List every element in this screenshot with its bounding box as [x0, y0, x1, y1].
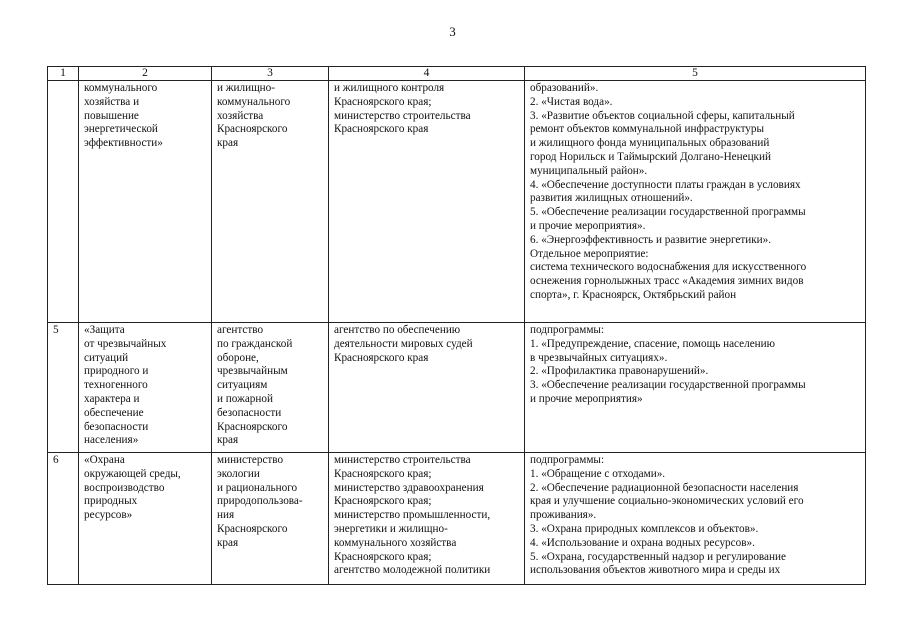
program-name-line: обеспечение: [84, 406, 144, 419]
co-executor-line: Красноярского края;: [334, 95, 432, 108]
responsible-executor-cell: [212, 81, 329, 323]
subprogram-line: развития жилищных отношений».: [530, 192, 693, 205]
subprogram-line: и жилищного фонда муниципальных образований: [530, 137, 770, 150]
column-header: 3: [212, 67, 329, 81]
co-executor-line: Красноярского края: [334, 351, 429, 364]
column-header: 2: [79, 67, 212, 81]
subprogram-line: оснежения горнолыжных трасс «Академия зимних видов: [530, 275, 804, 288]
program-name-line: техногенного: [84, 379, 148, 392]
program-name-cell: [79, 81, 212, 323]
program-name-line: энергетической: [84, 123, 158, 136]
subprogram-line: 5. «Обеспечение реализации государственной программы: [530, 206, 806, 219]
subprogram-line: и прочие мероприятия»: [530, 392, 643, 405]
program-name-line: безопасности: [84, 420, 149, 433]
table-row: [48, 81, 866, 323]
responsible-executor-line: Красноярского: [217, 123, 288, 136]
program-name-line: от чрезвычайных: [84, 337, 167, 350]
column-header: 1: [48, 67, 79, 81]
subprogram-line: Отдельное мероприятие:: [530, 247, 649, 260]
co-executor-line: агентство молодежной политики: [334, 564, 491, 577]
program-name-line: коммунального: [84, 82, 158, 94]
subprogram-line: 2. «Чистая вода».: [530, 95, 613, 108]
responsible-executor-line: хозяйства: [217, 109, 264, 122]
responsible-executor-line: края: [217, 434, 239, 447]
responsible-executor-line: и пожарной: [217, 392, 273, 405]
responsible-executor-line: чрезвычайным: [217, 365, 288, 378]
co-executors-cell: [329, 453, 525, 585]
subprogram-line: использования объектов животного мира и среды их: [530, 564, 781, 577]
responsible-executor-line: края: [217, 536, 239, 549]
subprogram-line: 1. «Обращение с отходами».: [530, 467, 666, 480]
co-executor-line: агентство по обеспечению: [334, 324, 461, 336]
co-executor-line: Красноярского края: [334, 123, 429, 136]
responsible-executor-cell: [212, 323, 329, 453]
responsible-executor-line: агентство: [217, 324, 264, 336]
subprogram-line: спорта», г. Красноярск, Октябрьский район: [530, 288, 737, 301]
responsible-executor-line: безопасности: [217, 406, 282, 419]
program-name-line: населения»: [84, 434, 139, 447]
co-executor-line: Красноярского края;: [334, 467, 432, 480]
responsible-executor-cell: [212, 453, 329, 585]
program-name-line: окружающей среды,: [84, 467, 181, 480]
subprogram-line: 4. «Обеспечение доступности платы граждан в условиях: [530, 178, 801, 191]
row-number-cell: 5: [48, 323, 79, 453]
subprogram-line: края и улучшение социально-экономических условий его: [530, 495, 804, 508]
subprogram-line: 2. «Профилактика правонарушений».: [530, 365, 709, 378]
subprogram-line: образований».: [530, 82, 599, 94]
co-executor-line: министерство строительства: [334, 109, 471, 122]
subprogram-line: система технического водоснабжения для искусственного: [530, 261, 807, 274]
program-name-line: повышение: [84, 109, 139, 122]
page-number: 3: [449, 24, 456, 39]
subprogram-line: ремонт объектов коммунальной инфраструктуры: [530, 123, 765, 136]
subprogram-line: подпрограммы:: [530, 454, 605, 466]
row-number-cell: 6: [48, 453, 79, 585]
subprogram-line: город Норильск и Таймырский Долгано-Ненецкий: [530, 150, 771, 163]
program-name-line: ситуаций: [84, 351, 129, 364]
responsible-executor-line: обороне,: [217, 351, 259, 364]
co-executor-line: и жилищного контроля: [334, 82, 445, 94]
subprogram-line: проживания».: [530, 509, 597, 522]
programs-table: [47, 66, 866, 585]
responsible-executor-line: Красноярского: [217, 420, 288, 433]
subprograms-cell: [525, 81, 866, 323]
responsible-executor-line: по гражданской: [217, 337, 293, 350]
table-row: [48, 453, 866, 585]
subprogram-line: в чрезвычайных ситуациях».: [530, 351, 668, 364]
co-executor-line: Красноярского края;: [334, 550, 432, 563]
program-name-cell: [79, 453, 212, 585]
subprograms-cell: [525, 453, 866, 585]
co-executor-line: министерство промышленности,: [334, 509, 491, 522]
responsible-executor-line: края: [217, 137, 239, 150]
column-header: 5: [525, 67, 866, 81]
table-row: [48, 323, 866, 453]
subprogram-line: 3. «Развитие объектов социальной сферы, капитальный: [530, 109, 795, 122]
program-name-line: природного и: [84, 365, 149, 378]
subprogram-line: подпрограммы:: [530, 324, 605, 336]
program-name-line: воспроизводство: [84, 481, 165, 494]
co-executors-cell: [329, 323, 525, 453]
program-name-cell: [79, 323, 212, 453]
responsible-executor-line: и жилищно-: [217, 82, 275, 94]
subprogram-line: 1. «Предупреждение, спасение, помощь населению: [530, 337, 775, 350]
responsible-executor-line: коммунального: [217, 95, 291, 108]
subprogram-line: 4. «Использование и охрана водных ресурсов».: [530, 536, 755, 549]
program-name-line: «Охрана: [84, 454, 125, 466]
subprogram-line: 3. «Охрана природных комплексов и объектов».: [530, 522, 759, 535]
responsible-executor-line: экологии: [217, 467, 260, 480]
subprogram-line: 6. «Энергоэффективность и развитие энергетики».: [530, 233, 772, 246]
co-executors-cell: [329, 81, 525, 323]
co-executor-line: деятельности мировых судей: [334, 337, 473, 350]
column-header: 4: [329, 67, 525, 81]
co-executor-line: Красноярского края;: [334, 495, 432, 508]
row-number-cell: [48, 81, 79, 323]
subprogram-line: 3. «Обеспечение реализации государственной программы: [530, 379, 806, 392]
subprogram-line: 5. «Охрана, государственный надзор и регулирование: [530, 550, 786, 563]
subprogram-line: и прочие мероприятия».: [530, 219, 646, 232]
subprograms-cell: [525, 323, 866, 453]
subprogram-line: 2. «Обеспечение радиационной безопасности населения: [530, 481, 799, 494]
program-name-line: природных: [84, 495, 138, 508]
program-name-line: эффективности»: [84, 137, 163, 150]
responsible-executor-line: министерство: [217, 454, 284, 466]
co-executor-line: министерство строительства: [334, 454, 471, 466]
responsible-executor-line: ситуациям: [217, 379, 268, 392]
responsible-executor-line: ния: [217, 509, 235, 522]
subprogram-line: муниципальный район».: [530, 164, 648, 177]
program-name-line: хозяйства и: [84, 95, 140, 108]
co-executor-line: коммунального хозяйства: [334, 536, 457, 549]
program-name-line: ресурсов»: [84, 509, 133, 522]
co-executor-line: министерство здравоохранения: [334, 481, 484, 494]
responsible-executor-line: Красноярского: [217, 522, 288, 535]
table-header-row: [48, 67, 866, 81]
co-executor-line: энергетики и жилищно-: [334, 522, 448, 535]
responsible-executor-line: и рационального: [217, 481, 298, 494]
program-name-line: «Защита: [84, 324, 125, 336]
program-name-line: характера и: [84, 392, 140, 405]
responsible-executor-line: природопользова-: [217, 495, 303, 508]
